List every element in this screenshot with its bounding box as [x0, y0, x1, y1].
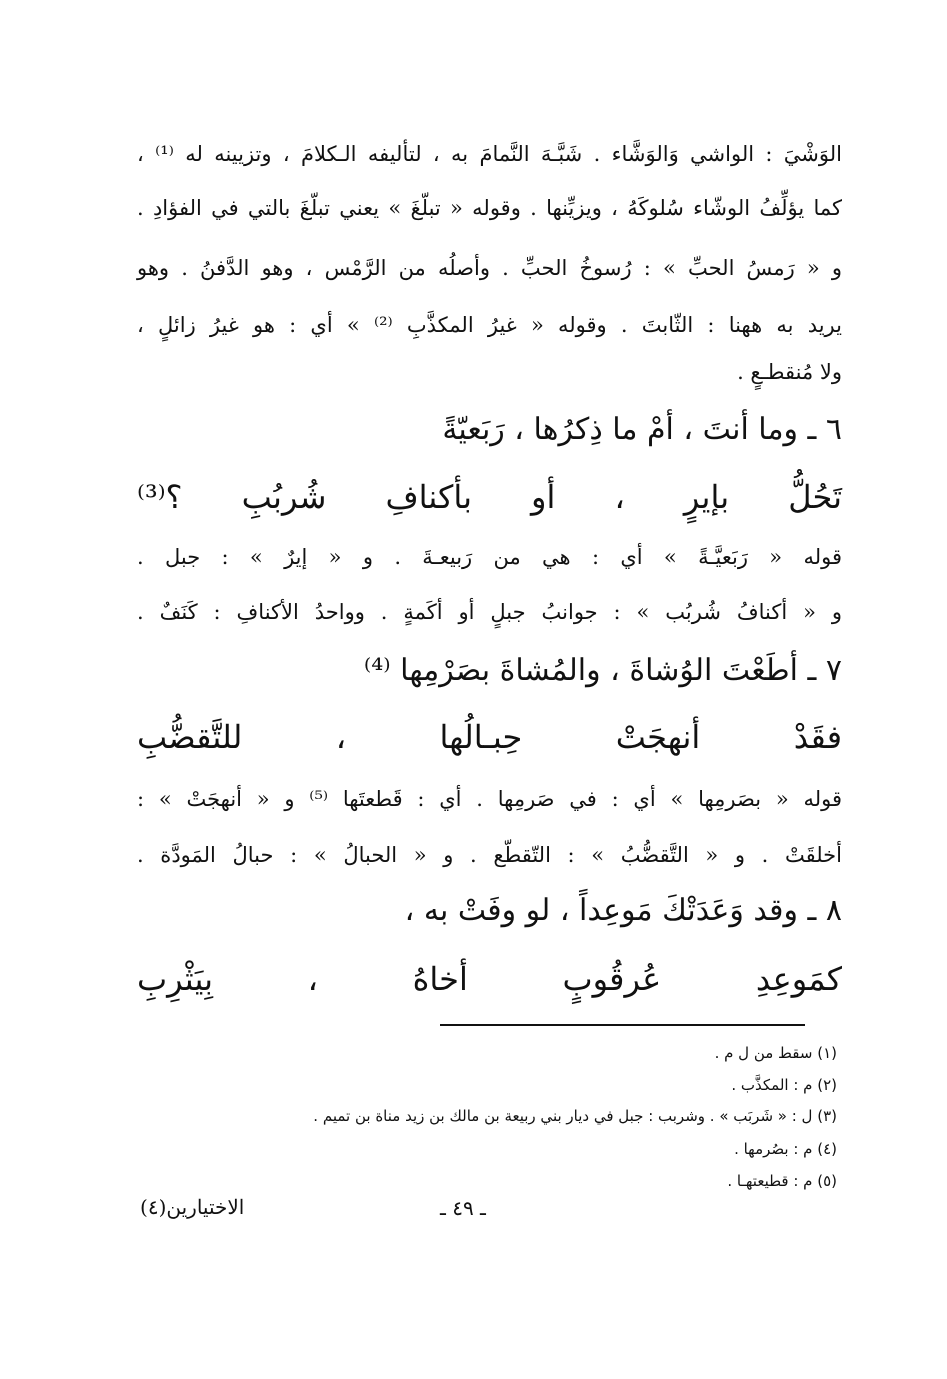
footnote-3: (٣) ل : « شَربَب » . وشربب : جبل في ديار بني ربيعة بن مالك بن زيد مناة بن تميم . [313, 1107, 837, 1125]
commentary-line-6a: قوله « رَبَعيَّـةً » أي : هي من رَبيعـةَ . و « إيرٌ » : جبل . [137, 545, 842, 569]
commentary-line-2: كما يؤلِّفُ الوشّاء سُلوكَهُ ، ويزيِّنها . وقوله « تبلّغَ » يعني تبلّغَ بالتي في الفؤادِ . [137, 196, 842, 220]
commentary-line-5: ولا مُنقطـعٍ . [737, 360, 842, 384]
verse-8-first-hemistich: ٨ ـ وقد وَعَدَتْكَ مَوعِداً ، لو وفَتْ به ، [404, 893, 842, 928]
footnote-4: (٤) م : بصُرمها . [734, 1140, 837, 1158]
commentary-line-7b: أخلقَتْ . و « التَّقضُّبُ » : التّقطّع . و « الحبالُ » : حبالُ المَودَّة . [137, 843, 842, 867]
commentary-line-3: و « رَمسُ الحبِّ » : رُسوخُ الحبِّ . وأصلُه من الرَّمْس ، وهو الدَّفنُ . وهو [137, 256, 842, 280]
commentary-line-6b: و « أكنافُ شُربُب » : جوانبُ جبلٍ أو أكَمةٍ . وواحدُ الأكنافِ : كَنَفٌ . [137, 600, 842, 624]
footnote-2: (٢) م : المكذَّب . [731, 1076, 837, 1094]
page-number: ـ ٤٩ ـ [440, 1196, 486, 1220]
footnote-divider [440, 1024, 805, 1026]
verse-6-second-hemistich: تَحُلُّ بإيرٍ ، أو بأكنافِ شُربُبِ ؟⁽³⁾ [137, 478, 842, 516]
footnote-1: (١) سقط من ل م . [714, 1044, 837, 1062]
verse-7-second-hemistich: فقَدْ أنهجَتْ حِبـالُها ، للتَّقضُّبِ [137, 718, 842, 756]
commentary-line-1: الوَشْيَ : الواشي وَالوَشَّاء . شَبَّـهَ النَّمامَ به ، لتأليفه الـكلامَ ، وتزيينه له ⁽¹⁾ ، [137, 142, 842, 166]
commentary-line-4: يريد به ههنا : الثّابتَ . وقوله « غيرُ المكذَّبِ ⁽²⁾ » أي : هو غيرُ زائلٍ ، [137, 313, 842, 337]
verse-7-first-hemistich: ٧ ـ أطَعْتَ الوُشاةَ ، والمُشاةَ بصَرْمِها ⁽⁴⁾ [363, 653, 842, 688]
verse-8-second-hemistich: كمَوعِدِ عُرقُوبٍ أخاهُ ، بِيَثْرِبِ [137, 960, 842, 998]
footnote-5: (٥) م : قطيعتهـا . [727, 1172, 837, 1190]
book-title-signature: الاختيارين(٤) [140, 1195, 245, 1219]
verse-6-first-hemistich: ٦ ـ وما أنتَ ، أمْ ما ذِكرُها ، رَبَعيّةً [442, 412, 842, 447]
commentary-line-7a: قوله « بصَرمِها » أي : في صَرمِها . أي : قَطعتَها ⁽⁵⁾ و « أنهجَتْ » : [137, 787, 842, 811]
